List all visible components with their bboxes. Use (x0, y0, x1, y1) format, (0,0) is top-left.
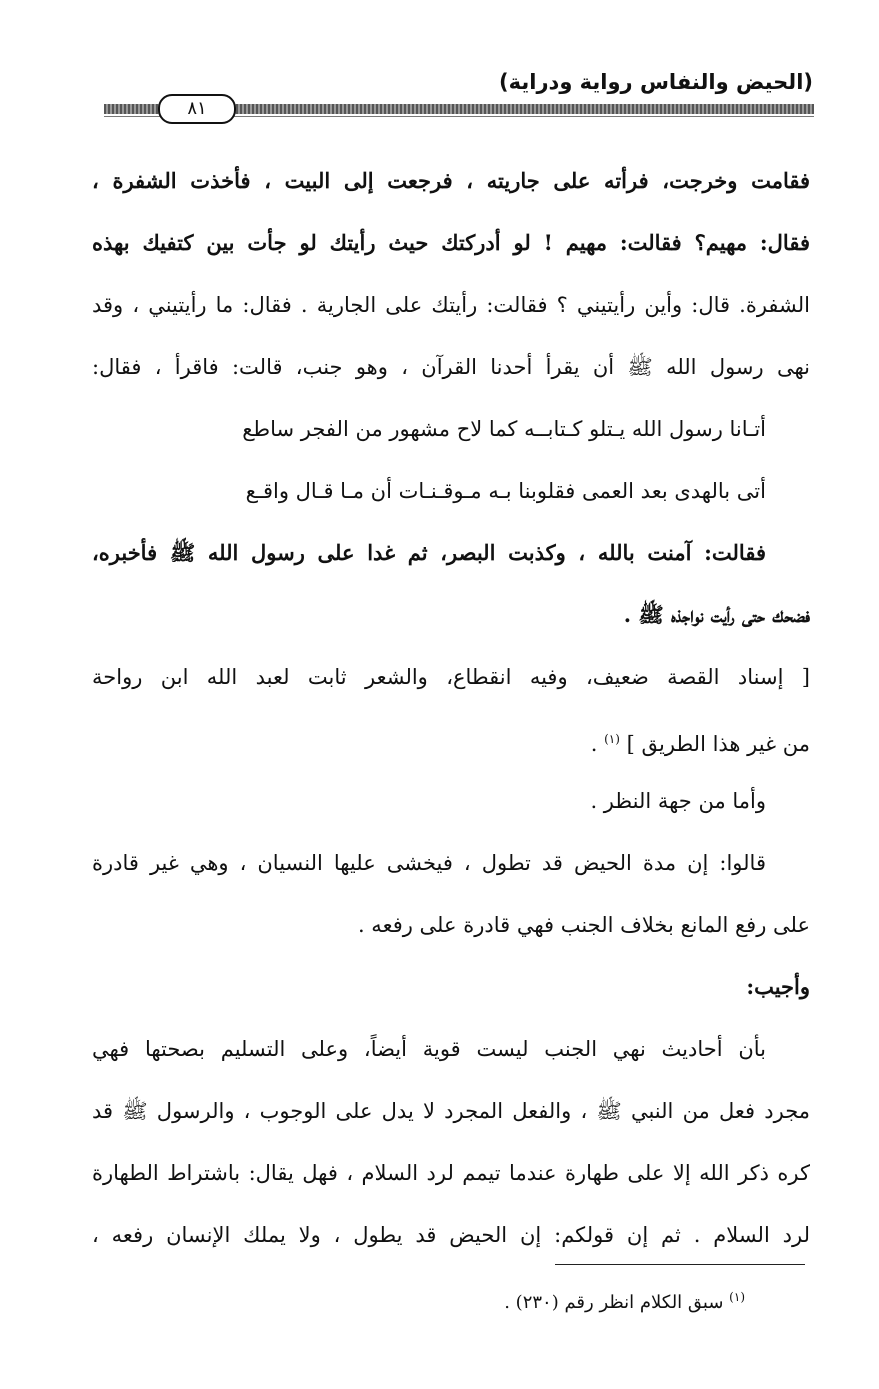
text-line: بأن أحاديث نهي الجنب ليست قوية أيضاً، وعلى التسليم بصحتها فهي (92, 1037, 766, 1061)
verse-line: أتى بالهدى بعد العمى فقلوبنا بـه مـوقـنـات أن مـا قـال واقـع (245, 479, 766, 503)
text-line: فضحك حتى رأيت نواجذه ﷺ . (623, 602, 810, 627)
verse-line: أتـانا رسول الله يـتلو كـتابــه كما لاح مشهور من الفجر ساطع (242, 417, 766, 441)
text-line: فقالت: آمنت بالله ، وكذبت البصر، ثم غدا على رسول الله ﷺ فأخبره، (92, 540, 766, 565)
text-segment: من غير هذا الطريق ] (626, 732, 810, 756)
section-heading: وأجيب: (746, 974, 810, 999)
running-title: (الحيض والنفاس رواية ودراية) (499, 70, 813, 94)
text-line (92, 708, 810, 770)
text-line: مجرد فعل من النبي ﷺ ، والفعل المجرد لا يدل على الوجوب ، والرسول ﷺ قد (92, 1099, 810, 1123)
text-line: لرد السلام . ثم إن قولكم: إن الحيض قد يطول ، ولا يملك الإنسان رفعه ، (92, 1223, 810, 1247)
text-line: كره ذكر الله إلا على طهارة عندما تيمم لرد السلام ، فهل يقال: باشتراط الطهارة (92, 1161, 810, 1185)
text-line: نهى رسول الله ﷺ أن يقرأ أحدنا القرآن ، وهو جنب، قالت: فاقرأ ، فقال: (92, 355, 810, 379)
text-line: فقال: مهيم؟ فقالت: مهيم ! لو أدركتك حيث رأيتك لو جأت بين كتفيك بهذه (92, 230, 810, 255)
text-line: فقامت وخرجت، فرأته على جاريته ، فرجعت إلى البيت ، فأخذت الشفرة ، (92, 168, 810, 193)
text-line: [ إسناد القصة ضعيف، وفيه انقطاع، والشعر ثابت لعبد الله ابن رواحة (92, 665, 810, 689)
footnote-ref: (١) (604, 732, 620, 746)
text-line: قالوا: إن مدة الحيض قد تطول ، فيخشى عليها النسيان ، وهي غير قادرة (92, 851, 766, 875)
text-line: وأما من جهة النظر . (590, 789, 766, 813)
footnote-marker: (١) (729, 1290, 745, 1304)
page-number: ٨١ (158, 94, 236, 124)
footnote-text: سبق الكلام انظر رقم (٢٣٠) . (504, 1292, 724, 1313)
text-line: على رفع المانع بخلاف الجنب فهي قادرة على رفعه . (357, 913, 810, 937)
text-segment: . (590, 732, 605, 756)
footnote (504, 1290, 745, 1313)
footnote-rule (555, 1264, 805, 1265)
body-text (92, 150, 810, 1266)
text-line: الشفرة. قال: وأين رأيتيني ؟ فقالت: رأيتك على الجارية . فقال: ما رأيتيني ، وقد (92, 293, 810, 317)
